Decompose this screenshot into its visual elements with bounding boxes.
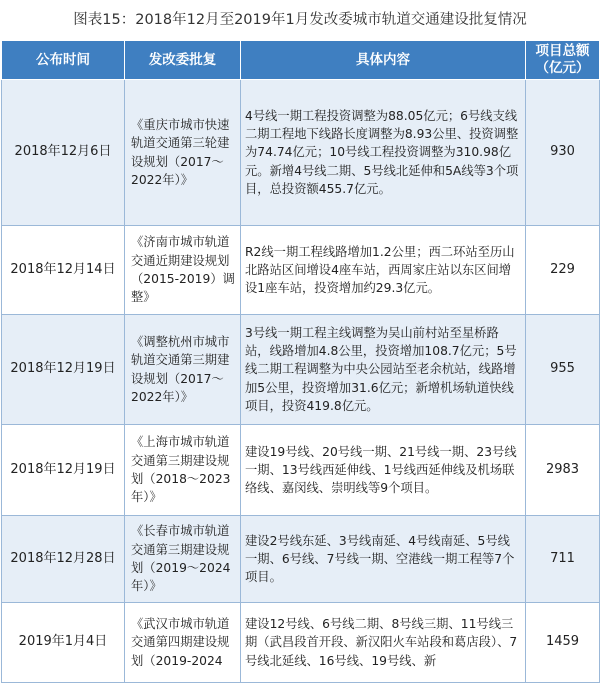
table-row (2, 226, 600, 315)
row-total: 711 (526, 516, 600, 603)
row-date: 2018年12月28日 (2, 516, 125, 603)
row-total: 1459 (526, 603, 600, 683)
table-row (2, 80, 600, 226)
table-header-row (2, 41, 600, 80)
table-row (2, 315, 600, 425)
row-total: 229 (526, 226, 600, 315)
row-content: 4号线一期工程投资调整为88.05亿元；6号线支线二期工程地下线路长度调整为8.93公里、投资调整为74.74亿元；10号线工程投资调整为310.98亿元。新增4号线二期、5号线北延伸和5A线等3个项目，总投资额455.7亿元。 (241, 80, 526, 226)
row-total: 955 (526, 315, 600, 425)
header-approval: 发改委批复 (125, 41, 241, 80)
row-content: R2线一期工程线路增加1.2公里；西二环站至历山北路站区间增设4座车站，西周家庄站以东区间增设1座车站，投资增加约29.3亿元。 (241, 226, 526, 315)
header-total (526, 41, 600, 80)
row-content: 建设12号线、6号线二期、8号线三期、11号线三期（武昌段首开段、新汉阳火车站段和葛店段）、7号线北延线、16号线、19号线、新 (241, 603, 526, 683)
row-approval: 《上海市城市轨道交通第三期建设规划（2018～2023年）》 (125, 425, 241, 516)
row-date: 2018年12月6日 (2, 80, 125, 226)
table-row (2, 516, 600, 603)
table-row (2, 603, 600, 683)
header-total-line1: 项目总额 (535, 43, 590, 59)
row-total: 930 (526, 80, 600, 226)
row-approval: 《长春市城市轨道交通第三期建设规划（2019～2024年）》 (125, 516, 241, 603)
row-date: 2018年12月14日 (2, 226, 125, 315)
row-total: 2983 (526, 425, 600, 516)
row-approval: 《调整杭州市城市轨道交通第三期建设规划（2017～2022年）》 (125, 315, 241, 425)
table-row (2, 425, 600, 516)
header-content: 具体内容 (241, 41, 526, 80)
row-approval: 《济南市城市轨道交通近期建设规划（2015-2019）调整》 (125, 226, 241, 315)
row-approval: 《武汉市城市轨道交通第四期建设规划（2019-2024 (125, 603, 241, 683)
row-content: 建设19号线、20号线一期、21号线一期、23号线一期、13号线西延伸线、1号线西延伸线及机场联络线、嘉闵线、崇明线等9个项目。 (241, 425, 526, 516)
header-total-line2: （亿元） (535, 60, 590, 76)
header-date: 公布时间 (2, 41, 125, 80)
row-date: 2019年1月4日 (2, 603, 125, 683)
page-title: 图表15：2018年12月至2019年1月发改委城市轨道交通建设批复情况 (73, 12, 527, 28)
approval-table (1, 40, 600, 683)
row-content: 3号线一期工程主线调整为吴山前村站至星桥路站，线路增加4.8公里，投资增加108.7亿元；5号线二期工程调整为中央公园站至老余杭站，线路增加5公里，投资增加31.6亿元；新增机场轨道快线项目，投资419.8亿元。 (241, 315, 526, 425)
row-date: 2018年12月19日 (2, 425, 125, 516)
row-date: 2018年12月19日 (2, 315, 125, 425)
row-content: 建设2号线东延、3号线南延、4号线南延、5号线一期、6号线、7号线一期、空港线一期工程等7个项目。 (241, 516, 526, 603)
row-approval: 《重庆市城市快速轨道交通第三轮建设规划（2017～2022年）》 (125, 80, 241, 226)
